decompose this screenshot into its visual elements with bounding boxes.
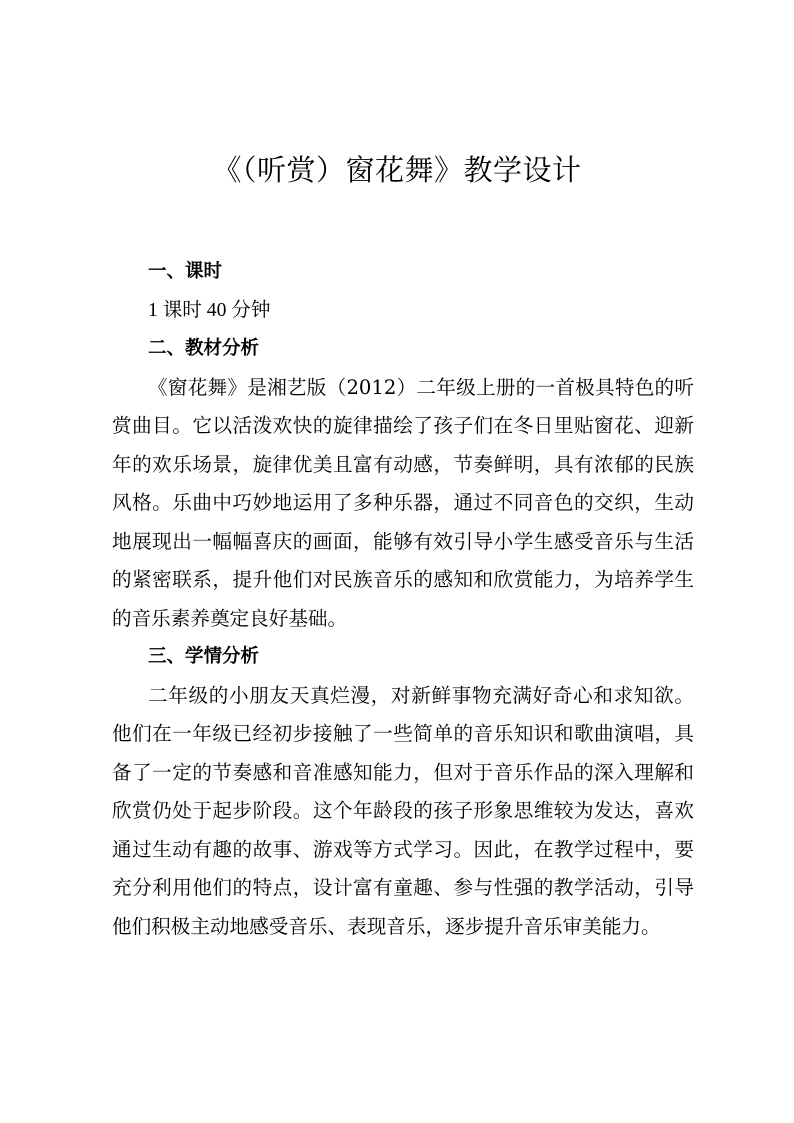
document-title: 《（听赏）窗花舞》教学设计 — [212, 153, 582, 187]
student-analysis-paragraph: 二年级的小朋友天真烂漫，对新鲜事物充满好奇心和求知欲。他们在一年级已经初步接触了一些简单的音乐知识和歌曲演唱，具备了一定的节奏感和音准感知能力，但对于音乐作品的深入理解和欣赏仍处于起步阶段。这个年龄段的孩子形象思维较为发达，喜欢通过生动有趣的故事、游戏等方式学习。因此，在教学过程中，要充分利用他们的特点，设计富有童趣、参与性强的教学活动，引导他们积极主动地感受音乐、表现音乐，逐步提升音乐审美能力。 — [112, 683, 694, 938]
section-textbook-analysis — [112, 330, 694, 638]
document-body — [112, 253, 694, 946]
section-heading-class-hours: 一、课时 — [148, 261, 223, 282]
section-heading-student-analysis: 三、学情分析 — [148, 646, 260, 667]
textbook-analysis-paragraph: 《窗花舞》是湘艺版（2012）二年级上册的一首极具特色的听赏曲目。它以活泼欢快的旋律描绘了孩子们在冬日里贴窗花、迎新年的欢乐场景，旋律优美且富有动感，节奏鲜明，具有浓郁的民族风格。乐曲中巧妙地运用了多种乐器，通过不同音色的交织，生动地展现出一幅幅喜庆的画面，能够有效引导小学生感受音乐与生活的紧密联系，提升他们对民族音乐的感知和欣赏能力，为培养学生的音乐素养奠定良好基础。 — [112, 375, 694, 630]
section-student-analysis — [112, 638, 694, 946]
section-class-hours — [112, 253, 694, 330]
class-hours-text: 1 课时 40 分钟 — [148, 299, 271, 321]
section-heading-textbook-analysis: 二、教材分析 — [148, 338, 260, 359]
